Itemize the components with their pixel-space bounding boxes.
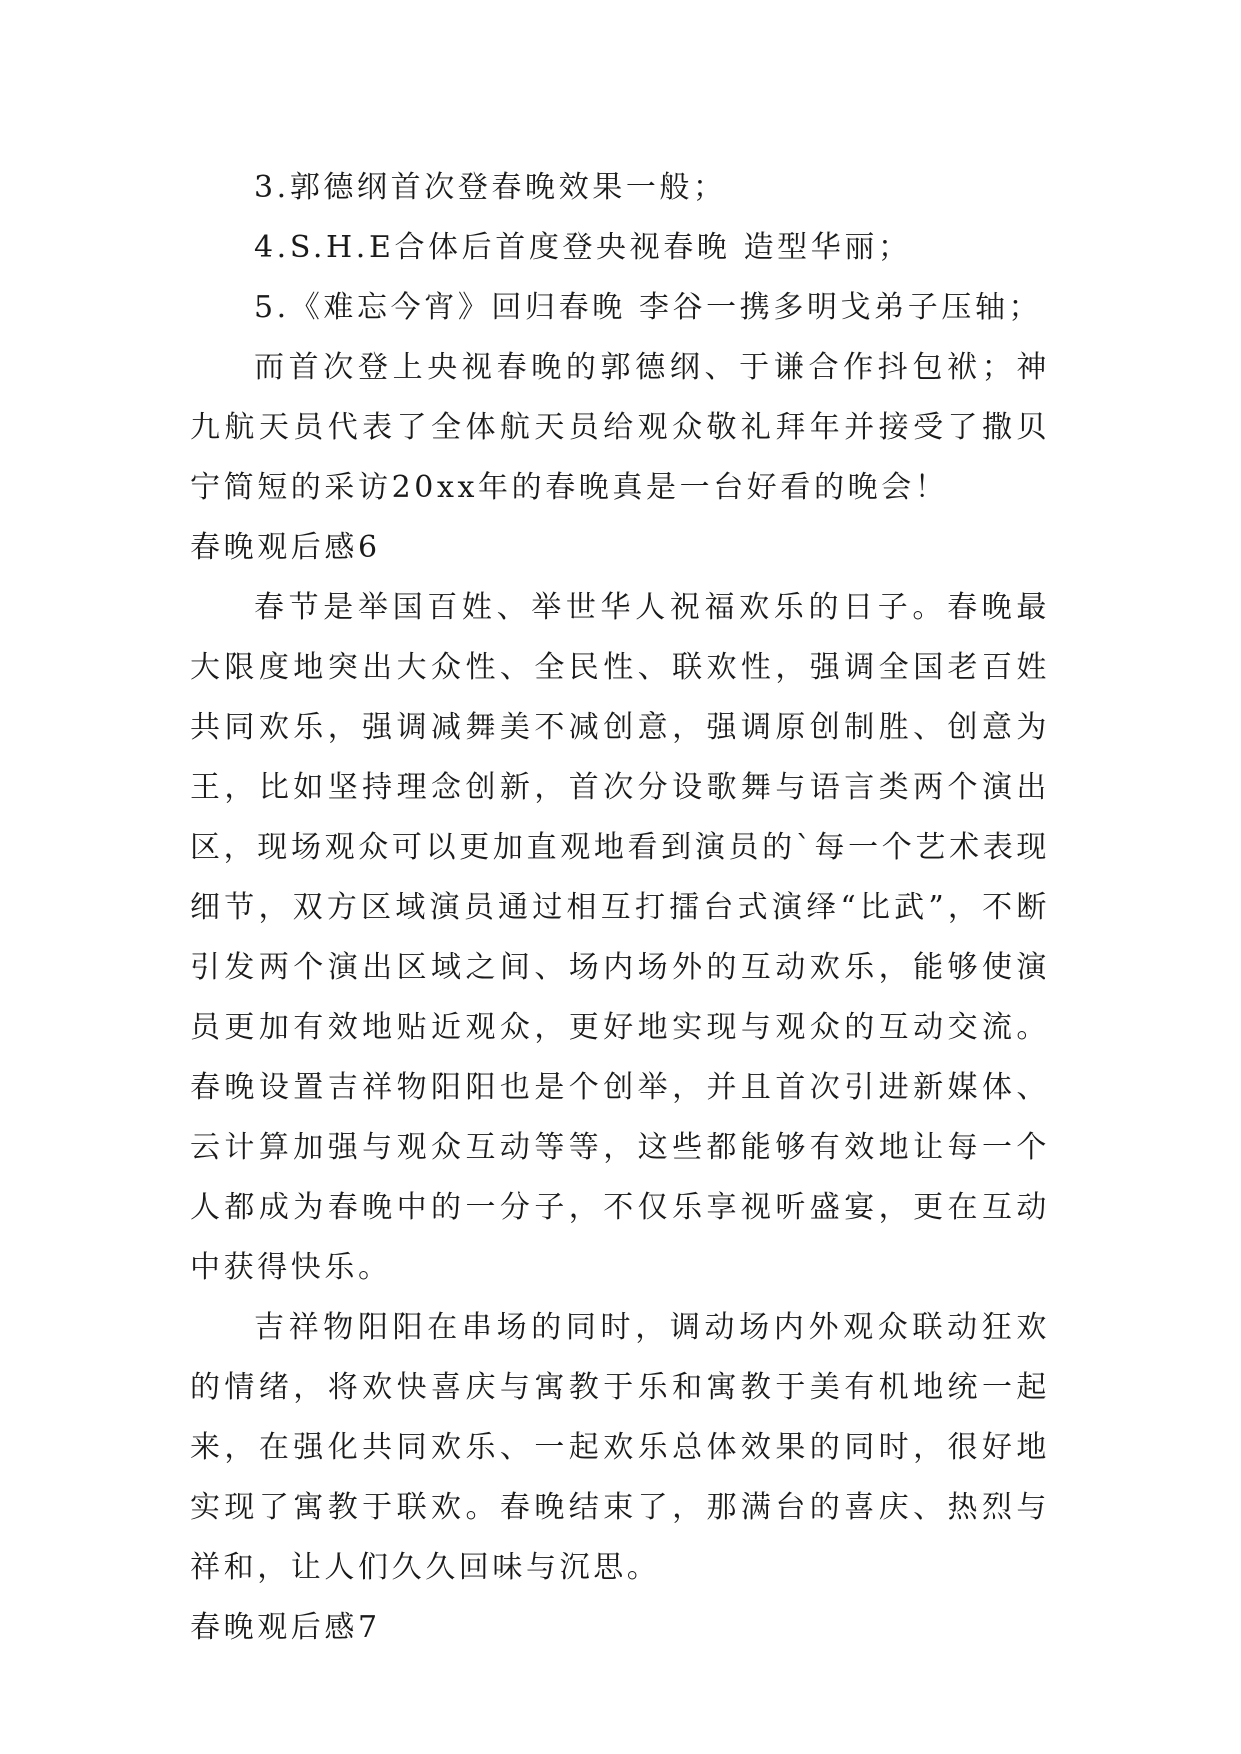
section-heading-6: 春晚观后感6 bbox=[190, 530, 381, 565]
paragraph-6-2: 吉祥物阳阳在串场的同时，调动场内外观众联动狂欢的情绪，将欢快喜庆与寓教于乐和寓教于美有机地统一起来，在强化共同欢乐、一起欢乐总体效果的同时，很好地实现了寓教于联欢。春晚结束了，那满台的喜庆、热烈与祥和，让人们久久回味与沉思。 bbox=[190, 1310, 1050, 1585]
list-item: 5.《难忘今宵》回归春晚 李谷一携多明戈弟子压轴； bbox=[254, 290, 1043, 325]
section-heading-7: 春晚观后感7 bbox=[190, 1610, 381, 1645]
document-body bbox=[190, 158, 1050, 1658]
paragraph-intro: 而首次登上央视春晚的郭德纲、于谦合作抖包袱；神九航天员代表了全体航天员给观众敬礼拜年并接受了撒贝宁简短的采访20xx年的春晚真是一台好看的晚会！ bbox=[190, 350, 1050, 505]
list-item: 3.郭德纲首次登春晚效果一般； bbox=[254, 170, 727, 205]
list-item: 4.S.H.E合体后首度登央视春晚 造型华丽； bbox=[254, 230, 912, 265]
paragraph-6-1: 春节是举国百姓、举世华人祝福欢乐的日子。春晚最大限度地突出大众性、全民性、联欢性，强调全国老百姓共同欢乐，强调减舞美不减创意，强调原创制胜、创意为王，比如坚持理念创新，首次分设歌舞与语言类两个演出区，现场观众可以更加直观地看到演员的`每一个艺术表现细节，双方区域演员通过相互打擂台式演绎“比武”，不断引发两个演出区域之间、场内场外的互动欢乐，能够使演员更加有效地贴近观众，更好地实现与观众的互动交流。春晚设置吉祥物阳阳也是个创举，并且首次引进新媒体、云计算加强与观众互动等等，这些都能够有效地让每一个人都成为春晚中的一分子，不仅乐享视听盛宴，更在互动中获得快乐。 bbox=[190, 590, 1050, 1285]
